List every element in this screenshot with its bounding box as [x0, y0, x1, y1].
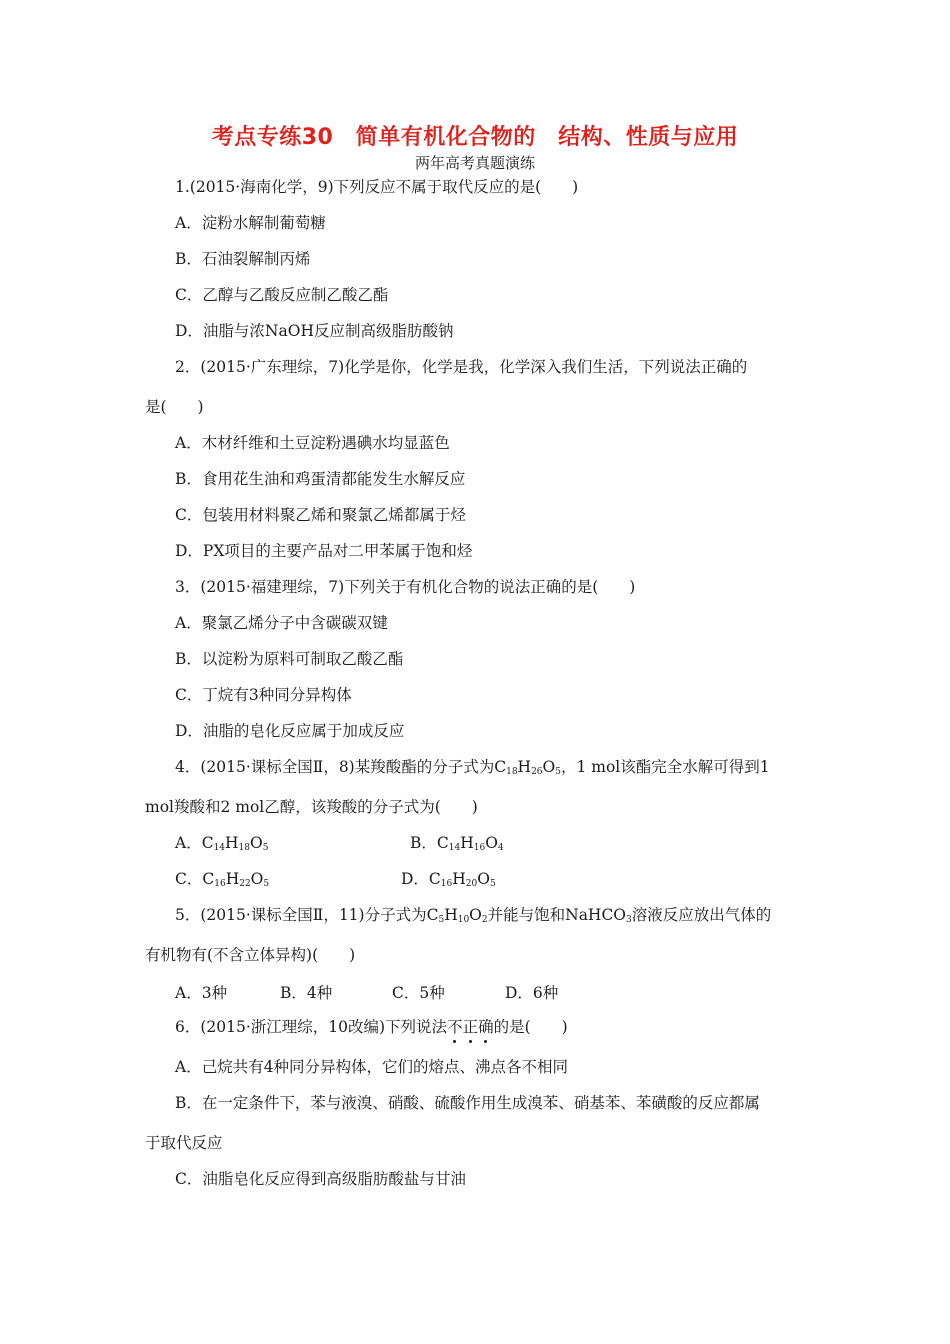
q3-option-b: B．以淀粉为原料可制取乙酸乙酯 [175, 650, 404, 668]
q6-option-b-line2: 于取代反应 [145, 1134, 223, 1152]
q1-option-c: C．乙醇与乙酸反应制乙酸乙酯 [175, 286, 389, 304]
q6-stem: 6．(2015·浙江理综，10改编)下列说法不正确的是( ) [175, 1018, 568, 1036]
emphasis-mark: 正 [462, 1018, 479, 1036]
q4-option-b: B．$C_{14}H_{16}O_4$ [410, 834, 504, 853]
q5-option-a: A．3种 [175, 984, 228, 1002]
q5-option-b: B．4种 [280, 984, 333, 1002]
q1-option-b: B．石油裂解制丙烯 [175, 250, 311, 268]
q1-option-a: A．淀粉水解制葡萄糖 [175, 214, 326, 232]
section-subtitle: 两年高考真题演练 [414, 154, 535, 172]
q4-stem-line2: mol羧酸和2 mol乙醇，该羧酸的分子式为( ) [145, 798, 478, 816]
q6-option-b-line1: B．在一定条件下，苯与液溴、硝酸、硫酸作用生成溴苯、硝基苯、苯磺酸的反应都属 [175, 1094, 760, 1112]
emphasis-mark: 确 [478, 1018, 494, 1036]
q4-stem-line1: 4．(2015·课标全国Ⅱ，8)某羧酸酯的分子式为$C_{18}H_{26}O_5$，1 mol该酯完全水解可得到1 [175, 758, 770, 777]
q1-stem: 1.(2015·海南化学，9)下列反应不属于取代反应的是( ) [175, 178, 579, 196]
q3-stem: 3．(2015·福建理综，7)下列关于有机化合物的说法正确的是( ) [175, 578, 636, 596]
q4-option-c: C．$C_{16}H_{22}O_5$ [175, 870, 270, 889]
page-title: 考点专练30 简单有机化合物的 结构、性质与应用 [211, 125, 739, 150]
q4-option-a: A．$C_{14}H_{18}O_5$ [175, 834, 269, 853]
q3-option-d: D．油脂的皂化反应属于加成反应 [175, 722, 405, 740]
q2-option-b: B．食用花生油和鸡蛋清都能发生水解反应 [175, 470, 466, 488]
q1-option-d: D．油脂与浓NaOH反应制高级脂肪酸钠 [175, 322, 454, 340]
q2-stem-line2: 是( ) [145, 398, 204, 416]
q6-option-c: C．油脂皂化反应得到高级脂肪酸盐与甘油 [175, 1170, 466, 1188]
q5-stem-line1: 5．(2015·课标全国Ⅱ，11)分子式为$C_5H_{10}O_2$并能与饱和NaHCO$_3$溶液反应放出气体的 [175, 906, 772, 925]
q5-option-d: D．6种 [505, 984, 559, 1002]
q6-option-a: A．己烷共有4种同分异构体，它们的熔点、沸点各不相同 [175, 1058, 569, 1076]
q2-option-d: D．PX项目的主要产品对二甲苯属于饱和烃 [175, 542, 473, 560]
q2-stem-line1: 2．(2015·广东理综，7)化学是你，化学是我，化学深入我们生活，下列说法正确的 [175, 358, 748, 376]
q2-option-a: A．木材纤维和土豆淀粉遇碘水均显蓝色 [175, 434, 450, 452]
q4-option-d: D．$C_{16}H_{20}O_5$ [401, 870, 496, 889]
q2-option-c: C．包装用材料聚乙烯和聚氯乙烯都属于烃 [175, 506, 466, 524]
emphasis-mark: 不 [447, 1018, 463, 1036]
q3-option-c: C．丁烷有3种同分异构体 [175, 686, 352, 704]
q5-option-c: C．5种 [392, 984, 445, 1002]
q5-stem-line2: 有机物有(不含立体异构)( ) [145, 946, 356, 964]
q3-option-a: A．聚氯乙烯分子中含碳碳双键 [175, 614, 388, 632]
